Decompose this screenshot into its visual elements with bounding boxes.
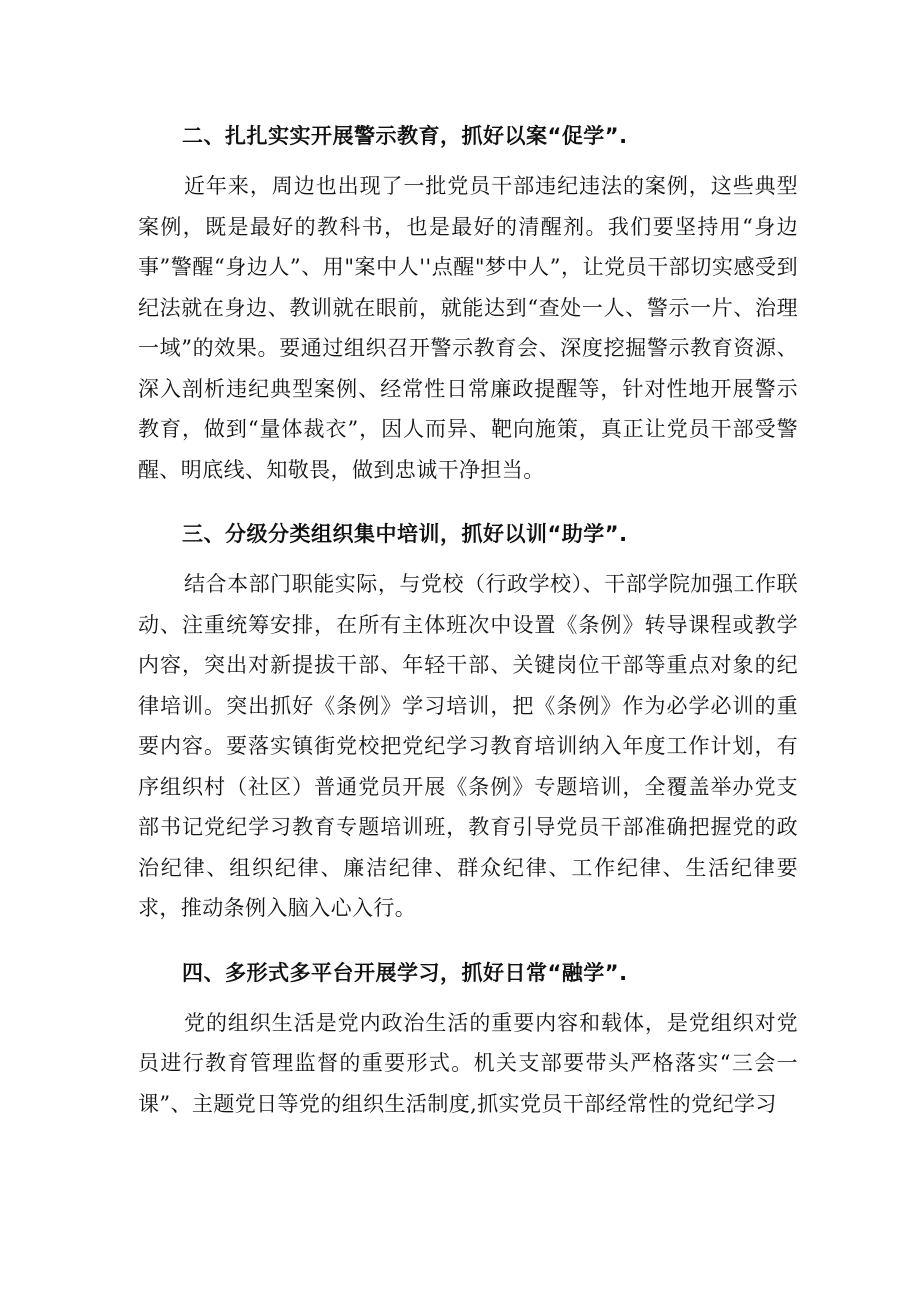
section-2 (138, 116, 798, 490)
document-body (138, 116, 798, 1148)
section-heading: 四、多形式多平台开展学习，抓好日常“融学”. (182, 960, 628, 985)
section-paragraph: 党的组织生活是党内政治生活的重要内容和载体，是党组织对党员进行教育管理监督的重要形式。机关支部要带头严格落实“三会一课”、主题党日等党的组织生活制度,抓实党员干部经常性的党纪学习 (138, 1010, 798, 1116)
section-paragraph: 近年来，周边也出现了一批党员干部违纪违法的案例，这些典型案例，既是最好的教科书，也是最好的清醒剂。我们要坚持用“身边事”警醒“身边人”、用"案中人''点醒"梦中人”，让党员干部切实感受到纪法就在身边、教训就在眼前，就能达到“查处一人、警示一片、治理一域”的效果。要通过组织召开警示教育会、深度挖掘警示教育资源、深入剖析违纪典型案例、经常性日常廉政提醒等，针对性地开展警示教育，做到“量体裁衣”，因人而异、靶向施策，真正让党员干部受警醒、明底线、知敬畏，做到忠诚干净担当。 (138, 174, 798, 482)
section-heading: 三、分级分类组织集中培训，抓好以训“助学”. (182, 522, 628, 546)
section-4 (138, 953, 798, 1125)
section-heading: 二、扎扎实实开展警示教育，抓好以案“促学”. (182, 124, 628, 148)
section-3 (138, 514, 798, 929)
section-paragraph: 结合本部门职能实际，与党校（行政学校）、干部学院加强工作联动、注重统筹安排，在所有主体班次中设置《条例》转导课程或教学内容，突出对新提拔干部、年轻干部、关键岗位干部等重点对象的纪律培训。突出抓好《条例》学习培训，把《条例》作为必学必训的重要内容。要落实镇街党校把党纪学习教育培训纳入年度工作计划，有序组织村（社区）普通党员开展《条例》专题培训，全覆盖举办党支部书记党纪学习教育专题培训班，教育引导党员干部准确把握党的政治纪律、组织纪律、廉洁纪律、群众纪律、工作纪律、生活纪律要求，推动条例入脑入心入行。 (138, 572, 798, 920)
